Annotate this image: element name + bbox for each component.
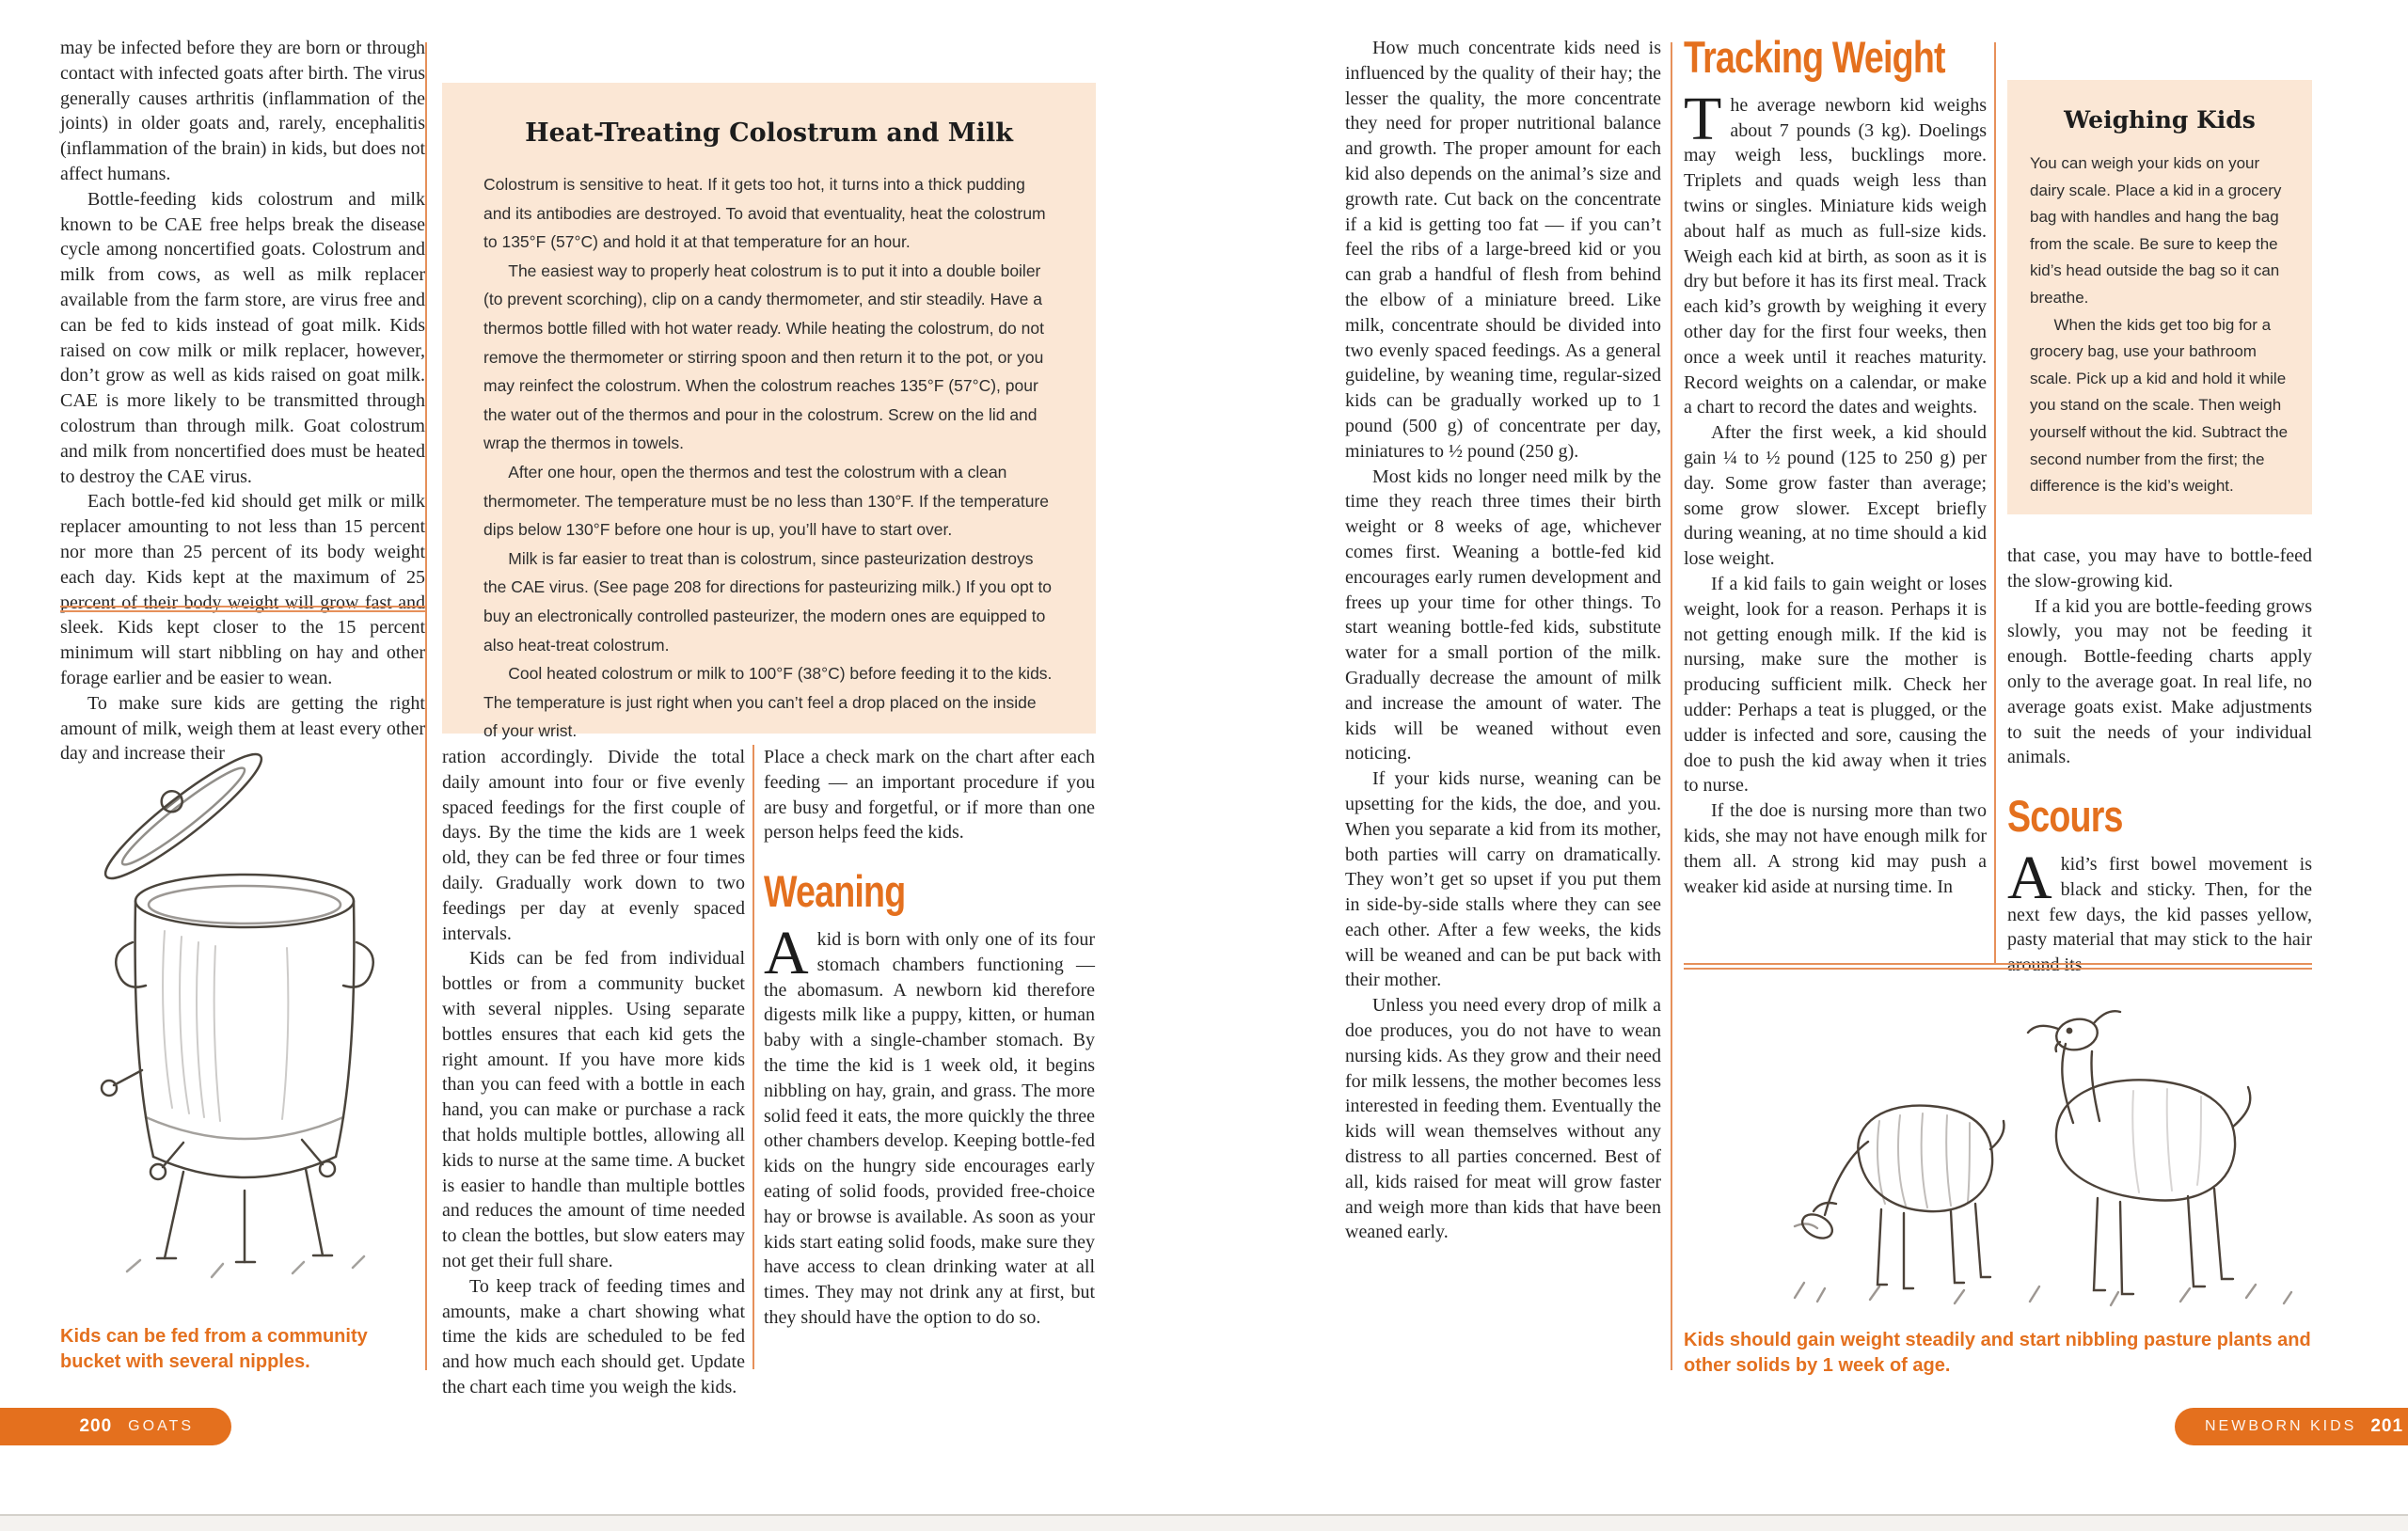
drop-cap: A (2007, 843, 2052, 912)
column-divider-rule (1671, 42, 1672, 1370)
body-paragraph-dropcap (1684, 84, 1987, 420)
column-divider-rule (1994, 42, 1996, 964)
right-column-2 (1684, 32, 1987, 899)
right-column-1 (1345, 36, 1661, 1245)
sidebar-body (483, 170, 1054, 746)
double-rule (60, 606, 425, 612)
body-paragraph: Most kids no longer need milk by the time they reach three times their birth weight or 8 weeks of age, whichever comes first. Weaning a bottle-fed kid encourages early rumen development and frees up your time for other things. To start weaning bottle-fed kids, substitute water for a small portion of the milk. Gradually decrease the amount of milk and increase the amount of water. The kids will be weaned without even noticing. (1345, 466, 1661, 765)
sidebar-paragraph: The easiest way to properly heat colostrum is to put it into a double boiler (to prevent scorching), clip on a candy thermometer, and stir steadily. Have a thermos bottle filled with hot water ready. While heating the colostrum, do not remove the thermometer or stirring spoon and then return it to the pot, or you may reinfect the colostrum. When the colostrum reaches 135°F (57°C), pour the water out of the thermos and pour in the colostrum. Screw on the lid and wrap the thermos in towels. (483, 260, 1044, 453)
body-paragraph: If a kid you are bottle-feeding grows slowly, you may not be feeding it enough. Bottle-feeding charts apply only to the average goat. In real life, no average goats exist. Make adjustments to suit the needs of your individual animals. (2007, 595, 2312, 768)
body-paragraph: Each bottle-fed kid should get milk or milk replacer amounting to not less than 15 percent nor more than 25 percent of its body weight each day. Kids kept at the maximum of 25 percent of their body weight will grow fast and sleek. Kids kept closer to the 15 percent minimum will start nibbling on hay and other forage earlier and be easier to wean. (60, 491, 425, 688)
body-paragraph: Bottle-feeding kids colostrum and milk known to be CAE free helps break the disease cycle among noncertified goats. Colostrum and milk from cows, as well as milk replacer available from the farm store, are virus free and can be fed to kids instead of goat milk. Kids raised on cow milk or milk replacer, however, don’t grow as well as kids raised on goat milk. CAE is more likely to be transmitted through colostrum than through milk. Goat colostrum and milk from noncertified does must be heated to destroy the CAE virus. (60, 188, 425, 487)
sidebar-body (2030, 150, 2289, 500)
paragraph-text: kid is born with only one of its four stomach chambers functioning — the abomasum. A newborn kid therefore digests milk like a puppy, kitten, or human baby with a single-chamber stomach. By the time the kid is 1 week old, it begins nibbling on hay, grain, and grass. The more solid feed it eats, the more quickly the three other chambers develop. Keeping bottle-fed kids on the hungry side encourages early eating of solid foods, provided free-choice hay or browse is available. As soon as your kids start eating solid foods, make sure they have access to clean drinking water at all times. They may not drink any at first, but they should have the option to do so. (764, 928, 1095, 1328)
drop-cap: A (764, 918, 809, 987)
column-divider-rule (425, 42, 427, 1370)
body-paragraph: To make sure kids are getting the right amount of milk, weigh them at least every other day and increase their (60, 692, 425, 765)
body-paragraph: Kids can be fed from individual bottles or from a community bucket with several nipples. Using separate bottles ensures that each kid gets the right amount. If you have more kids than you can feed with a bottle in each hand, you can make or purchase a rack that holds multiple bottles, allowing all kids to nurse at the same time. A bucket is easier to handle than multiple bottles and reduces the amount of time needed to clean the bottles, but slow eaters may not get their full share. (442, 948, 745, 1271)
goat-kids-illustration (1738, 980, 2306, 1315)
body-paragraph-dropcap (764, 918, 1095, 1331)
left-column-3 (764, 745, 1095, 1331)
page-edge-strip (0, 1516, 2408, 1531)
sidebar-title: Heat-Treating Colostrum and Milk (525, 118, 1013, 148)
left-column-2 (442, 745, 745, 1400)
body-paragraph: ration accordingly. Divide the total daily amount into four or five evenly spaced feedings for the first couple of days. By the time the kids are 1 week old, they can be fed three or four times daily. Gradually work down to two feedings per day at evenly spaced intervals. (442, 747, 745, 944)
sidebar-paragraph: Cool heated colostrum or milk to 100°F (38°C) before feeding it to the kids. The temperature is just right when you can’t feel a drop placed on the inside of your wrist. (483, 664, 1053, 741)
page-number: 200 (79, 1416, 113, 1436)
scours-heading: Scours (2007, 791, 2123, 842)
column-divider-rule (752, 745, 754, 1369)
body-paragraph: Unless you need every drop of milk a doe produces, you do not have to wean nursing kids. As they grow and their need for milk lessens, the mother becomes less interested in feeding them. Eventually the kids will wean themselves without any distress to all parties concerned. Best of all, kids raised for meat will grow faster and weigh more than kids that have been weaned early. (1345, 995, 1661, 1243)
sidebar-paragraph: When the kids get too big for a grocery bag, use your bathroom scale. Pick up a kid and hold it while you stand on the scale. Then weigh yourself without the kid. Subtract the second number from the first; the difference is the kid’s weight. (2030, 315, 2289, 496)
sidebar-paragraph: You can weigh your kids on your dairy scale. Place a kid in a grocery bag with handles and hang the bag from the scale. Be sure to keep the kid’s head outside the bag so it can breathe. (2030, 154, 2282, 307)
paragraph-text: kid’s first bowel movement is black and sticky. Then, for the next few days, the kid passes yellow, pasty material that may stick to the hair around its (2007, 853, 2312, 976)
sidebar-paragraph: Colostrum is sensitive to heat. If it gets too hot, it turns into a thick pudding and its antibodies are destroyed. To avoid that eventuality, heat the colostrum to 135°F (57°C) and hold it at that temperature for an hour. (483, 175, 1046, 252)
tracking-weight-section (1684, 32, 1987, 82)
left-illustration-caption: Kids can be fed from a community bucket with several nipples. (60, 1326, 368, 1372)
goat-kids-sketch-icon (1738, 980, 2306, 1315)
body-paragraph: Place a check mark on the chart after each feeding — an important procedure if you are busy and forgetful, or if more than one person helps feed the kids. (764, 747, 1095, 844)
body-paragraph: may be infected before they are born or through contact with infected goats after birth. The virus generally causes arthritis (inflammation of the joints) in older goats and, rarely, encephalitis (inflammation of the brain) in kids, but does not affect humans. (60, 38, 425, 184)
body-paragraph: After the first week, a kid should gain ¼ to ½ pound (125 to 250 g) per day. Some grow faster than average; some grow slower. Except briefly during weaning, at no time should a kid lose weight. (1684, 422, 1987, 570)
weaning-section (764, 866, 1095, 917)
sidebar-paragraph: After one hour, open the thermos and test the colostrum with a clean thermometer. The temperature must be no less than 130°F. If the temperature dips below 130°F before one hour is up, you’ll have to start over. (483, 462, 1050, 540)
page-number: 201 (2370, 1416, 2404, 1436)
body-paragraph: To keep track of feeding times and amounts, make a chart showing what time the kids are scheduled to be fed and how much each should get. Update the chart each time you weigh the kids. (442, 1275, 745, 1397)
body-paragraph: If your kids nurse, weaning can be upsetting for the kids, the doe, and you. When you separate a kid from its mother, both parties will carry on dramatically. They won’t get so upset if you put them in side-by-side stalls where they can see each other. After a few weeks, the kids will be weaned and can be put back with their mother. (1345, 768, 1661, 991)
tracking-weight-heading: Tracking Weight (1684, 32, 1945, 82)
body-paragraph-dropcap (2007, 843, 2312, 978)
sidebar-title: Weighing Kids (2064, 106, 2256, 134)
sidebar-paragraph: Milk is far easier to treat than is colostrum, since pasteurization destroys the CAE virus. (See page 208 for directions for pasteurizing milk.) If you opt to buy an electronically controlled pasteurizer, the modern ones are equipped to also heat-treat colostrum. (483, 548, 1053, 655)
right-page-footer (2175, 1408, 2408, 1445)
pot-sketch-icon (71, 649, 400, 1298)
scours-section (2007, 791, 2312, 842)
body-paragraph: that case, you may have to bottle-feed the slow-growing kid. (2007, 545, 2312, 592)
heat-treating-sidebar (442, 83, 1096, 741)
body-paragraph: If a kid fails to gain weight or loses weight, look for a reason. Perhaps it is not getting enough milk. If the kid is nursing, make sure the mother is producing sufficient milk. Check her udder: Perhaps a teat is plugged, or the udder is infected and sore, causing the doe to push the kid away when it tries to nurse. (1684, 573, 1987, 797)
section-label: GOATS (128, 1418, 194, 1434)
paragraph-text: he average newborn kid weighs about 7 pounds (3 kg). Doelings may weigh less, bucklings more. Triplets and quads weigh less than twins or singles. Miniature kids weigh about half as much as full-size kids. Weigh each kid at birth, as soon as it is dry but before it has its first meal. Track each kid’s growth by weighing it every other day for the first four weeks, then once a week until it reaches maturity. Record weights on a calendar, or make a chart to record the dates and weights. (1684, 94, 1987, 418)
right-column-3 (2007, 544, 2312, 978)
body-paragraph: If the doe is nursing more than two kids, she may not have enough milk for them all. A strong kid may push a weaker kid aside at nursing time. In (1684, 800, 1987, 897)
left-page-footer (0, 1408, 231, 1445)
right-illustration-caption: Kids should gain weight steadily and start nibbling pasture plants and other solids by 1 week of age. (1684, 1330, 2311, 1376)
body-paragraph: How much concentrate kids need is influenced by the quality of their hay; the lesser the quality, the more concentrate they need for proper nutritional balance and growth. The proper amount for each kid also depends on the animal’s size and growth rate. Cut back on the concentrate if a kid is getting too fat — if you can’t feel the ribs of a large-breed kid or you can grab a handful of flesh from behind the elbow of a miniature breed. Like milk, concentrate should be divided into two evenly spaced feedings. As a general guideline, by weaning time, regular-sized kids can be gradually worked up to 1 pound (500 g) of concentrate per day, miniatures to ½ pound (250 g). (1345, 38, 1661, 462)
double-rule (1684, 963, 2312, 970)
drop-cap: T (1684, 84, 1722, 153)
weighing-kids-sidebar (2007, 80, 2312, 514)
section-label: NEWBORN KIDS (2205, 1418, 2357, 1434)
community-bucket-illustration (71, 649, 400, 1298)
weaning-heading: Weaning (764, 866, 906, 917)
